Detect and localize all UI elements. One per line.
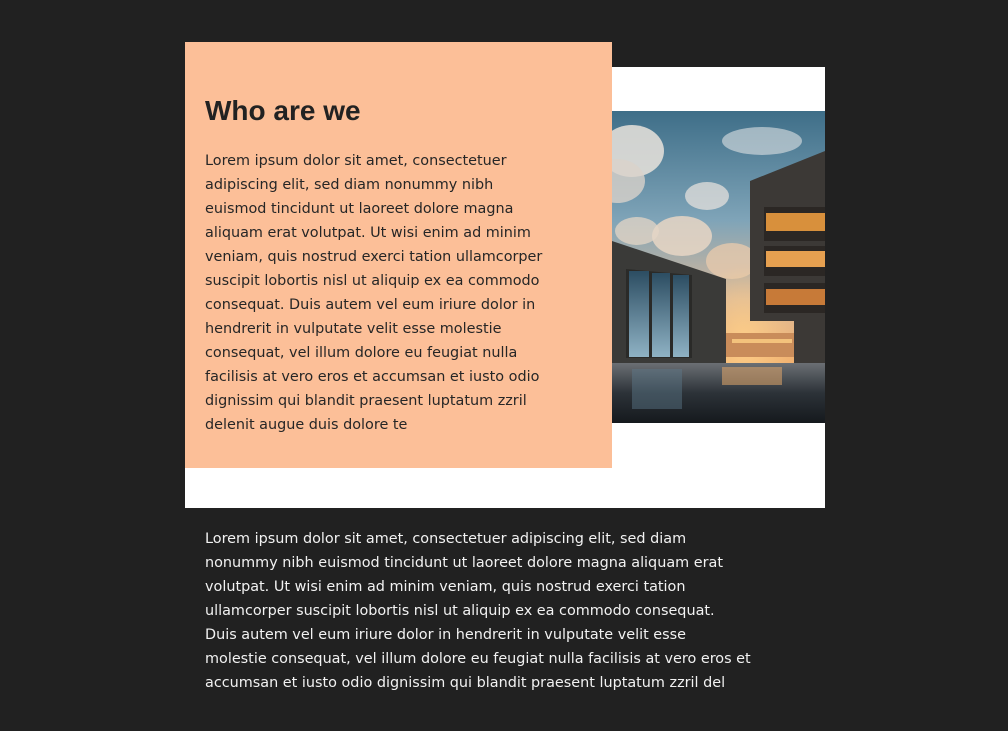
intro-paragraph: Lorem ipsum dolor sit amet, consectetuer adipiscing elit, sed diam nonummy nibh euismod tincidunt ut laoreet dolore magna aliquam erat volutpat. Ut wisi enim ad minim veniam, quis nostrud exerci tation ullamcorper suscipit lobortis nisl ut aliquip ex ea commodo consequat. Duis autem vel eum iriure dolor in hendrerit in vulputate velit esse molestie consequat, vel illum dolore eu feugiat nulla facilisis at vero eros et accumsan et iusto odio dignissim qui blandit praesent luptatum zzril delenit augue duis dolore te (205, 153, 543, 433)
body-paragraph: Lorem ipsum dolor sit amet, consectetuer adipiscing elit, sed diam nonummy nibh euismod tincidunt ut laoreet dolore magna aliquam erat volutpat. Ut wisi enim ad minim veniam, quis nostrud exerci tation ullamcorper suscipit lobortis nisl ut aliquip ex ea commodo consequat. Duis autem vel eum iriure dolor in hendrerit in vulputate velit esse molestie consequat, vel illum dolore eu feugiat nulla facilisis at vero eros et accumsan et iusto odio dignissim qui blandit praesent luptatum zzril del (205, 531, 751, 691)
building-photo-icon (612, 111, 825, 423)
section-heading: Who are we (205, 95, 361, 126)
